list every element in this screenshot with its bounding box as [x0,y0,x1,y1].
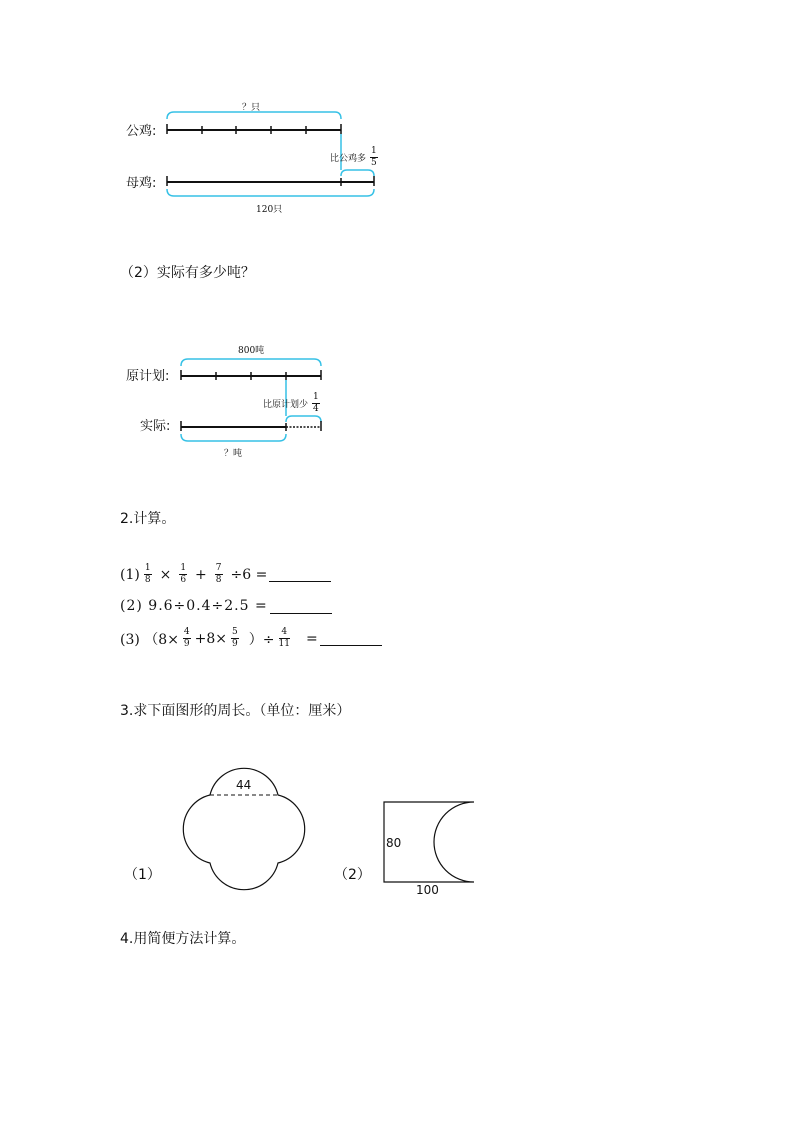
bottom-label: 120只 [256,205,283,215]
figure-1-dimension: 44 [236,778,252,792]
figure-1-label: （1） [124,867,161,883]
answer-blank[interactable] [320,631,382,646]
figure-2-label: （2） [334,867,371,883]
bottom-label: ？吨 [224,449,243,459]
answer-blank[interactable] [269,567,331,582]
item-text: (2) 9.6÷0.4÷2.5 = [120,598,268,614]
calc-item-2 [120,598,332,614]
item-close: ）÷ [248,631,275,648]
section-2-title: 2.计算。 [120,511,176,527]
operator: + [195,566,207,583]
fraction: $\frac{4}{11}$ [278,627,290,649]
fraction: $\frac{1}{8}$ [144,563,151,585]
calc-item-3 [120,628,382,649]
side-note-text: 比原计划少 [263,400,309,410]
side-note [263,393,322,414]
row1-label: 公鸡: [126,124,157,139]
item-tail: ÷6 = [230,566,268,583]
answer-blank[interactable] [270,599,332,614]
side-note [330,147,380,168]
diagram-roosters-hens [120,92,400,222]
section-3-title: 3.求下面图形的周长。（单位：厘米） [120,703,351,719]
diagram-plan-actual [120,340,360,465]
top-label: 800吨 [238,346,265,356]
fraction: $\frac{4}{9}$ [183,627,190,649]
figure-2-height: 80 [386,836,402,850]
fraction: $\frac{7}{8}$ [215,563,222,585]
calc-item-1 [120,564,331,585]
item-equals: = [305,630,318,647]
fraction: $\frac{1}{6}$ [180,563,187,585]
item-label: (3) （8× [120,631,179,648]
figure-1-four-leaf-shape [170,755,320,900]
figure-2-width: 100 [416,883,439,897]
item-mid: +8× [194,630,228,647]
side-note-text: 比公鸡多 [330,154,367,164]
fraction: $\frac{5}{9}$ [232,627,238,649]
operator: × [159,566,172,583]
top-label: ？只 [242,103,261,113]
sub-question-2: （2）实际有多少吨？ [120,265,255,281]
row1-label: 原计划: [126,369,170,384]
section-4-title: 4.用简便方法计算。 [120,931,246,947]
row2-label: 母鸡: [126,176,157,191]
item-label: (1) [120,566,140,583]
side-fraction: $\frac{1}{4}$ [313,392,319,414]
side-fraction: $\frac{1}{5}$ [371,146,377,168]
row2-label: 实际: [140,419,171,434]
